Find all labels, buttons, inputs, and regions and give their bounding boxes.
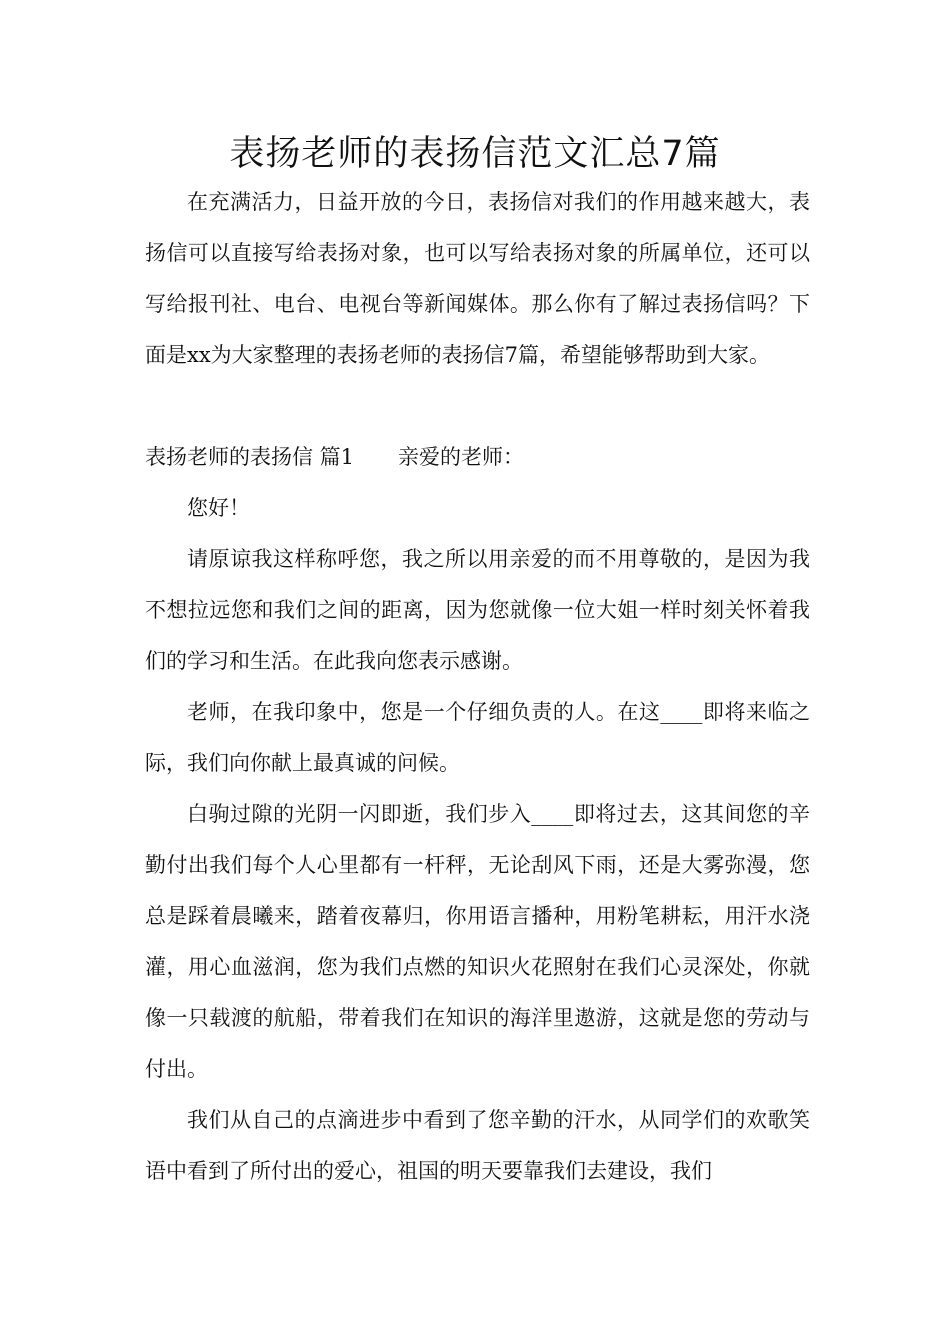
letter-paragraph-3: 白驹过隙的光阴一闪即逝，我们步入____即将过去，这其间您的辛勤付出我们每个人心里都有一杆秤，无论刮风下雨，还是大雾弥漫，您总是踩着晨曦来，踏着夜幕归，你用语言播种，用粉笔耕耘，用汗水浇灌，用心血滋润，您为我们点燃的知识火花照射在我们心灵深处，你就像一只载渡的航船，带着我们在知识的海洋里遨游，这就是您的劳动与付出。 [145,802,810,1081]
letter-paragraph-1: 请原谅我这样称呼您，我之所以用亲爱的而不用尊敬的，是因为我不想拉远您和我们之间的距离，因为您就像一位大姐一样时刻关怀着我们的学习和生活。在此我向您表示感谢。 [145,547,810,673]
intro-paragraph: 在充满活力，日益开放的今日，表扬信对我们的作用越来越大，表扬信可以直接写给表扬对象，也可以写给表扬对象的所属单位，还可以写给报刊社、电台、电视台等新闻媒体。那么你有了解过表扬信吗？下面是xx为大家整理的表扬老师的表扬信7篇，希望能够帮助到大家。 [145,190,810,367]
letter-paragraph-2: 老师，在我印象中，您是一个仔细负责的人。在这____即将来临之际，我们向你献上最真诚的问候。 [145,700,810,775]
letter-paragraph-4: 我们从自己的点滴进步中看到了您辛勤的汗水，从同学们的欢歌笑语中看到了所付出的爱心，祖国的明天要靠我们去建设，我们 [145,1108,810,1183]
section-heading-line [145,432,810,483]
document-title: 表扬老师的表扬信范文汇总7篇 [229,134,721,174]
salutation: 亲爱的老师： [398,445,525,469]
document-body [145,177,810,1197]
section-heading: 表扬老师的表扬信 篇1 [145,445,355,469]
section-spacer [145,381,810,432]
greeting: 您好！ [187,496,250,520]
